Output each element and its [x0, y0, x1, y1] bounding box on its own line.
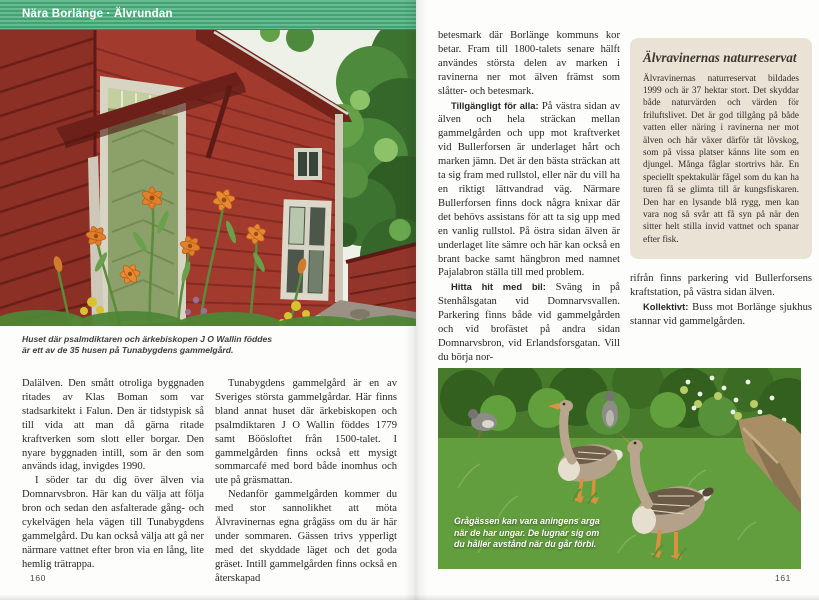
geese-photo-caption: Grågässen kan vara aningens arga när de har ungar. De lugnar sig om du håller avstånd när du går förbi. — [454, 516, 600, 550]
infobox-title: Älvravinernas naturreservat — [643, 50, 797, 65]
nature-reserve-infobox — [630, 38, 812, 259]
directions-by-car-label: Hitta hit med bil: — [451, 281, 546, 293]
public-transport-label: Kollektivt: — [643, 301, 689, 312]
small-window — [294, 148, 322, 180]
paragraph — [630, 300, 812, 329]
paragraph-text: Sväng in på Stenhålsgatan vid Domnarvsvallen. Parkering finns både vid gammelgården och vid brofästet på andra sidan Domnarvsbron, vid Erlandsforsgatan. Vill du börja nor- — [438, 282, 620, 363]
red-house-photo-illustration — [0, 30, 416, 326]
right-page-column-2 — [630, 38, 812, 329]
paragraph: Tunabygdens gammelgård är en av Sveriges största gammelgårdar. Här finns bland annat huset där ärkebiskopen och psalmdiktaren J O Wallin föddes 1779 samt Böösloftet från 1500-talet. I gammelgården finns också ett mysigt sommarcafé med bord både inomhus och ute på gräsmattan. — [215, 378, 397, 487]
left-page-column-1 — [22, 377, 204, 572]
left-page-column-2 — [215, 377, 397, 586]
page-number-right: 161 — [775, 573, 791, 583]
chapter-header-bar — [0, 0, 416, 30]
accessibility-label: Tillgängligt för alla: — [451, 99, 539, 111]
paragraph — [438, 280, 620, 364]
chapter-title: Nära Borlänge · Älvrundan — [22, 8, 173, 20]
paragraph: Dalälven. Den smått otroliga byggnaden ritades av Klas Boman som var stadsarkitekt i Falun. Den är tidstypisk så till vida att man då gärna ritade kraftverken som slott eller borgar. Den nyare byggnaden intill, som är den som används idag, invigdes 1990. — [22, 378, 204, 473]
house-photo-caption: Huset där psalmdiktaren och ärkebiskopen J O Wallin föddes är ett av de 35 husen på Tunabygdens gammelgård. — [22, 334, 273, 355]
red-house-photo — [0, 30, 416, 326]
right-page — [416, 0, 819, 600]
infobox-body: Älvravinernas naturreservat bildades 1999 och är 37 hektar stort. Det skyddar både naturvärden och värden för friluftslivet. Det är god tillgång på både vatten eller näring i ravinerna ner mot älven och här växer därför tät lövskog, som på vissa platser känns lite som en djungel. Många fåglar stortrivs här. En speciellt spektakulär fågel som du kan ha turen få se glimta till är kungsfiskaren. Den har en lysande blå rygg, men kan vara nog så svår att få syn på när den sitter helt stilla invid vattnet och spanar efter fisk. — [643, 73, 799, 245]
paragraph-text: På västra sidan av älven och hela sträckan mellan gammelgården och upp mot kraftverket vid Bullerforsen är underlaget hårt och marken jämn. Det är den bästa sträckan att ta sig fram med rullstol, eller när du vill ha en riktigt lättvandrad väg. Närmare Bullerforsen finns dock några knixar där det behövs assistans för att ta sig upp med en vanlig rullstol. På östra sidan älven är underlaget lite sämre och här kan också en brant backe samt hängbron med namnet Pajalabron ställa till med problem. — [438, 100, 620, 279]
paragraph: I söder tar du dig över älven via Domnarvsbron. Här kan du välja att följa bron och sedan den asfalterade gång- och cykelvägen hela vägen till Tunabygdens gammelgård. Du kan också välja att gå ner närmare vattnet efter bron via en lång, lite hemlig trätrappa. — [22, 475, 204, 570]
paragraph: Nedanför gammelgården kommer du med stor sannolikhet att möta Älvravinernas egna grågäss om du är här under sommaren. Gässen trivs ypperligt med det skyddade läget och det goda gräset. Intill gammelgården finns också en återskapad — [215, 489, 397, 584]
paragraph — [438, 99, 620, 281]
paragraph: rifrån finns parkering vid Bullerforsens kraftstation, på västra sidan älven. — [630, 273, 812, 299]
page-number-left: 160 — [30, 573, 46, 583]
paragraph-text: Buss mot Borlänge sjukhus stannar vid gammelgården. — [630, 302, 812, 327]
window — [280, 199, 331, 301]
geese-photo — [438, 368, 801, 569]
paragraph: betesmark där Borlänge kommuns kor betar. Fram till 1800-talets senare hälft användes största delen av marken i ravinerna ner mot älven främst som slåtter- och betesmark. — [438, 30, 620, 97]
right-page-column-1 — [438, 29, 620, 365]
